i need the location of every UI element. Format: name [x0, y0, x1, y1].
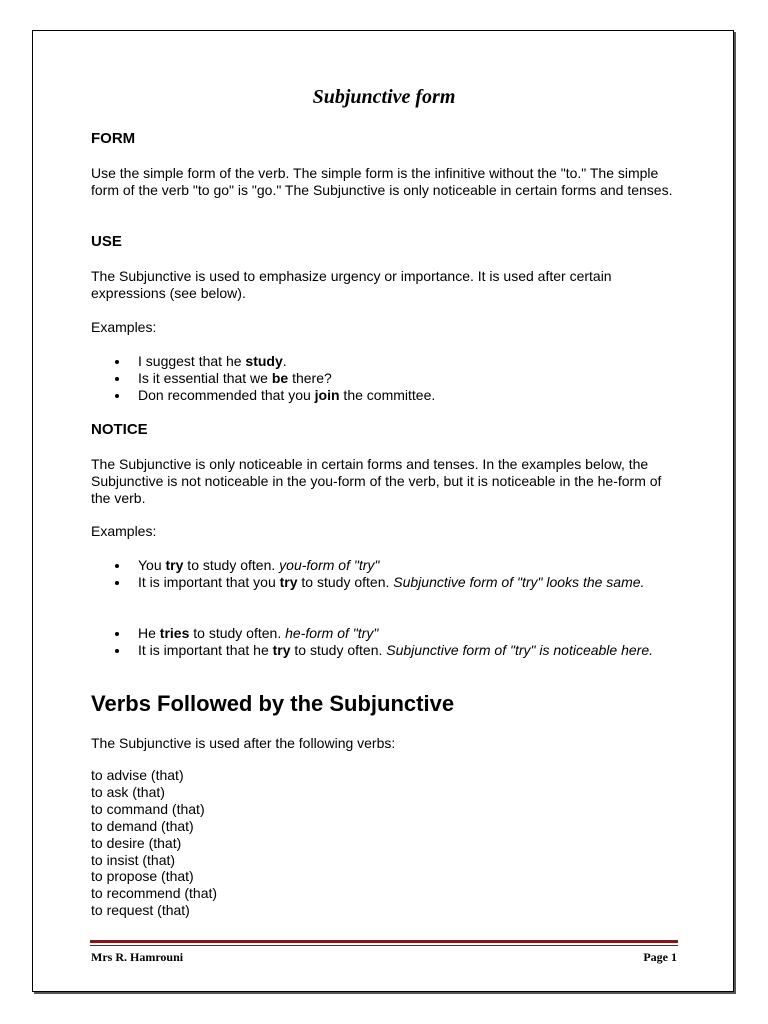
notice-examples-list-2	[91, 625, 681, 659]
use-heading: USE	[91, 233, 122, 250]
use-examples-list	[91, 353, 681, 404]
footer-author: Mrs R. Hamrouni	[91, 950, 184, 964]
footer-rule-thin	[90, 945, 678, 946]
verb-item: to recommend (that)	[91, 885, 218, 902]
use-paragraph: The Subjunctive is used to emphasize urgency or importance. It is used after certain expressions (see below).	[91, 268, 612, 301]
notice-paragraph: The Subjunctive is only noticeable in certain forms and tenses. In the examples below, the Subjunctive is not noticeable in the you-form of the verb, but it is noticeable in the he-form of the verb.	[91, 456, 662, 506]
example-item: I suggest that he study.	[91, 353, 681, 370]
form-paragraph: Use the simple form of the verb. The simple form is the infinitive without the "to." The simple form of the verb "to go" is "go." The Subjunctive is only noticeable in certain forms and tenses.	[91, 165, 673, 198]
verbs-intro: The Subjunctive is used after the following verbs:	[91, 735, 396, 751]
use-examples-label: Examples:	[91, 319, 157, 335]
example-item: Is it essential that we be there?	[91, 370, 681, 387]
footer-rule	[90, 940, 678, 943]
verb-item: to desire (that)	[91, 834, 182, 851]
example-item: Don recommended that you join the committee.	[91, 387, 681, 404]
verb-item: to request (that)	[91, 902, 190, 919]
page-title: Subjunctive form	[312, 86, 456, 108]
verb-item: to propose (that)	[91, 868, 194, 885]
form-heading: FORM	[91, 130, 136, 147]
verb-item: to advise (that)	[91, 767, 184, 783]
notice-examples-label: Examples:	[91, 523, 157, 539]
verb-item: to insist (that)	[91, 851, 176, 868]
verbs-heading: Verbs Followed by the Subjunctive	[91, 691, 455, 716]
example-item: It is important that he try to study often. Subjunctive form of "try" is noticeable here.	[91, 642, 681, 659]
example-item: It is important that you try to study often. Subjunctive form of "try" looks the same.	[91, 574, 681, 591]
verb-item: to ask (that)	[91, 783, 165, 800]
footer-page-number: Page 1	[643, 950, 677, 964]
example-item: You try to study often. you-form of "try"	[91, 557, 681, 574]
verbs-list	[91, 767, 217, 919]
notice-heading: NOTICE	[91, 421, 148, 438]
verb-item: to command (that)	[91, 800, 205, 817]
verb-item: to demand (that)	[91, 817, 194, 834]
example-item: He tries to study often. he-form of "try"	[91, 625, 681, 642]
notice-examples-list-1	[91, 557, 681, 591]
